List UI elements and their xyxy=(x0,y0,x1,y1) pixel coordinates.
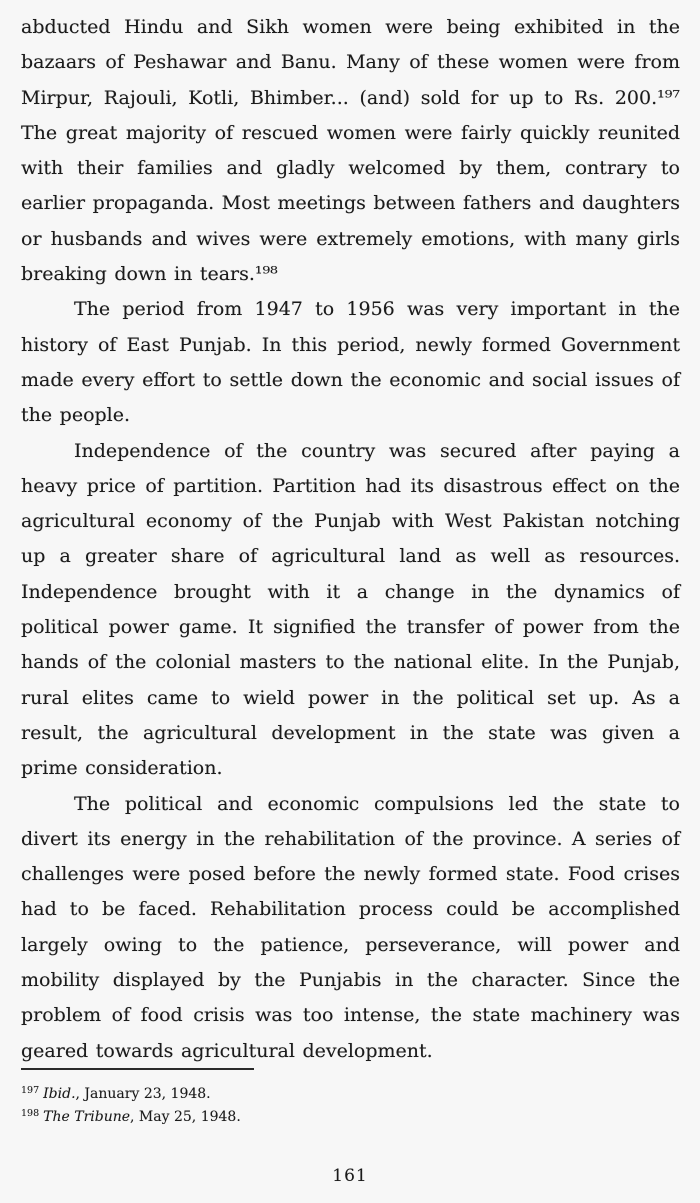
page-number: 161 xyxy=(332,1166,368,1186)
footnote xyxy=(21,1104,680,1127)
paragraph-continued: abducted Hindu and Sikh women were being exhibited in the bazaars of Peshawar and Banu. Many of these women were from Mirpur, Rajouli, Kotli, Bhimber... (and) sold for up to Rs. 200.¹⁹⁷ The great majority of rescued women were fairly quickly reunited with their families and gladly welcomed by them, contrary to earlier propaganda. Most meetings between fathers and daughters or husbands and wives were extremely emotions, with many girls breaking down in tears.¹⁹⁸ xyxy=(21,16,680,286)
footnote-source: Ibid. xyxy=(43,1086,76,1102)
paragraph: Independence of the country was secured after paying a heavy price of partition. Partition had its disastrous effect on the agricultural economy of the Punjab with West Pakistan notching up a greater share of agricultural land as well as resources. Independence brought with it a change in the dynamics of political power game. It signified the transfer of power from the hands of the colonial masters to the national elite. In the Punjab, rural elites came to wield power in the political set up. As a result, the agricultural development in the state was given a prime consideration. xyxy=(21,439,680,780)
footnote-marker: 197 xyxy=(21,1085,40,1096)
footnote-text: , January 23, 1948. xyxy=(75,1086,211,1102)
footnote-text: , May 25, 1948. xyxy=(130,1109,241,1125)
footnote-source: The Tribune xyxy=(43,1109,131,1125)
footnote xyxy=(21,1081,680,1104)
footnotes-section xyxy=(21,1081,680,1127)
page-body-text xyxy=(21,10,680,1069)
footnote-divider-rule xyxy=(21,1068,254,1070)
paragraph: The political and economic compulsions led the state to divert its energy in the rehabilitation of the province. A series of challenges were posed before the newly formed state. Food crises had to be faced. Rehabilitation process could be accomplished largely owing to the patience, perseverance, will power and mobility displayed by the Punjabis in the character. Since the problem of food crisis was too intense, the state machinery was geared towards agricultural development. xyxy=(21,792,680,1062)
paragraph: The period from 1947 to 1956 was very important in the history of East Punjab. In this period, newly formed Government made every effort to settle down the economic and social issues of the people. xyxy=(21,298,680,427)
footnote-marker: 198 xyxy=(21,1108,40,1119)
